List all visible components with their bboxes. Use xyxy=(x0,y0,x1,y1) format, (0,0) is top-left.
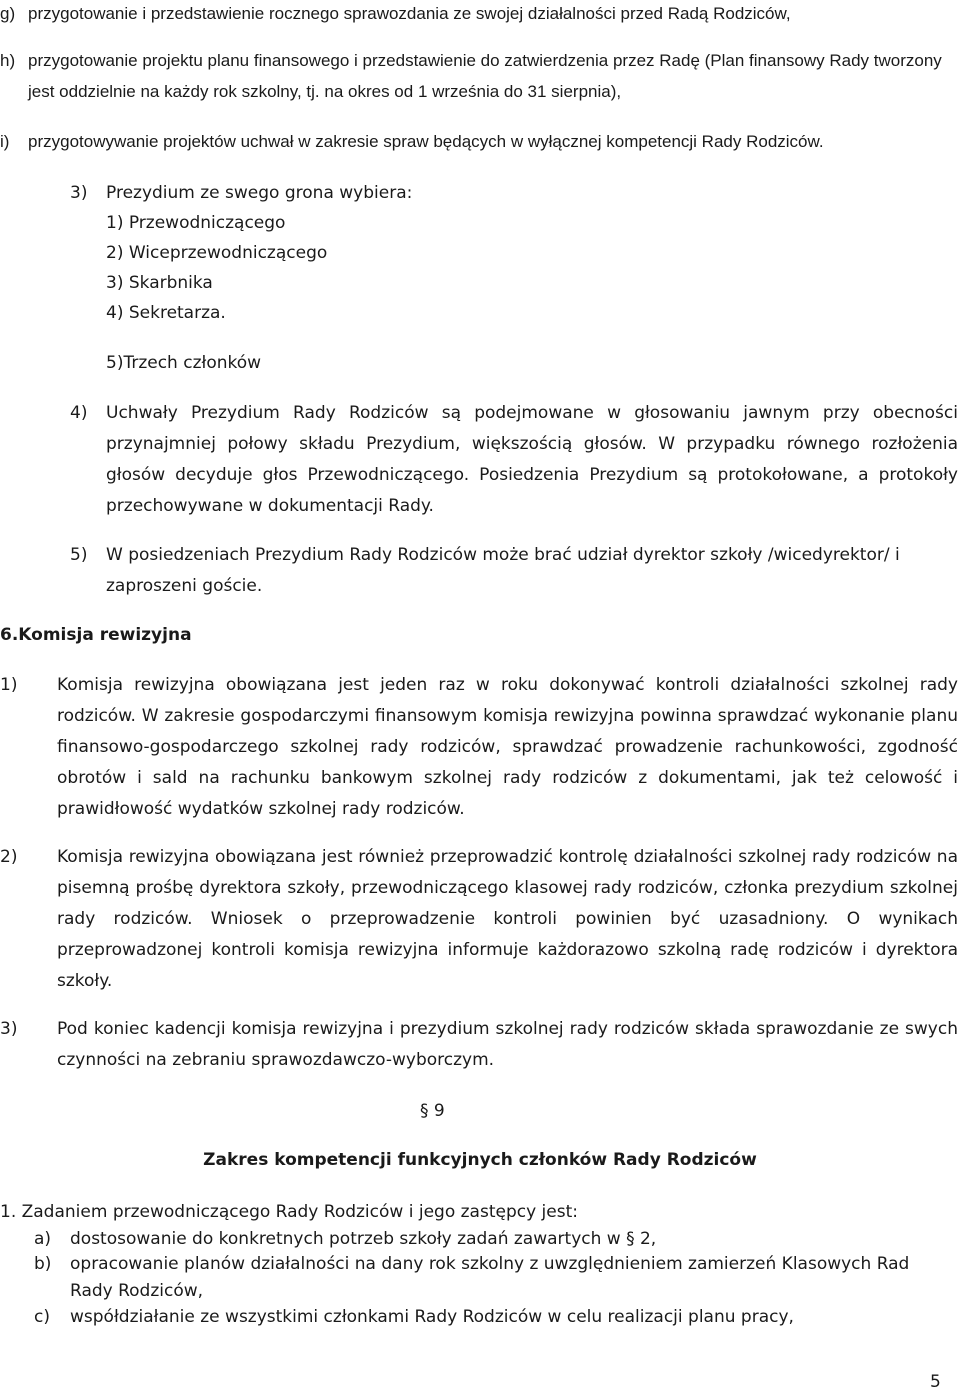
list-item-label: b) xyxy=(34,1254,52,1274)
list-item-g xyxy=(0,0,958,29)
audit-item xyxy=(0,842,958,997)
paragraph-mark: § 9 xyxy=(420,1101,445,1121)
presidium-composition xyxy=(70,178,930,209)
section-title: Zakres kompetencji funkcyjnych członków Rady Rodziców xyxy=(203,1150,757,1170)
presidium-meetings xyxy=(70,540,958,602)
list-item-label: 3) xyxy=(0,1019,18,1039)
list-item-label: 2) xyxy=(0,847,18,867)
list-item-label: 5) xyxy=(70,545,88,565)
list-item-text: przygotowywanie projektów uchwał w zakresie spraw będących w wyłącznej kompetencji Rady Rodziców. xyxy=(28,132,824,151)
list-item-text: Komisja rewizyjna obowiązana jest również przeprowadzić kontrolę działalności szkolnej rady rodziców na pisemną prośbę dyrektora szkoły, przewodniczącego klasowej rady rodziców, członka prezydium szkolnej rady rodziców. Wniosek o przeprowadzenie kontroli powinien być uzasadniony. O wynikach przeprowadzonej kontroli komisja rewizyjna informuje każdorazowo szkolną radę rodziców i dyrektora szkoły. xyxy=(57,847,958,991)
list-item-label: 3) xyxy=(70,183,88,203)
list-item-label: h) xyxy=(0,51,16,70)
list-item-label: a) xyxy=(34,1229,52,1249)
list-item-text: W posiedzeniach Prezydium Rady Rodziców może brać udział dyrektor szkoły /wicedyrektor/ i zaproszeni goście. xyxy=(106,545,900,596)
list-item-label: c) xyxy=(34,1307,50,1327)
page-number: 5 xyxy=(930,1372,941,1392)
audit-item xyxy=(0,1014,958,1076)
list-item-text: przygotowanie projektu planu finansowego i przedstawienie do zatwierdzenia przez Radę (Plan finansowy Rady tworzony jest oddzielnie na każdy rok szkolny, tj. na okres od 1 września do 31 sierpnia), xyxy=(28,51,942,101)
list-item-label: 4) xyxy=(70,403,88,423)
section-heading: 6.Komisja rewizyjna xyxy=(0,625,192,645)
presidium-role: 4) Sekretarza. xyxy=(106,303,226,323)
presidium-intro: Prezydium ze swego grona wybiera: xyxy=(106,183,413,203)
list-item-label: g) xyxy=(0,4,16,23)
list-item-h xyxy=(0,45,958,107)
list-item-text: dostosowanie do konkretnych potrzeb szkoły zadań zawartych w § 2, xyxy=(70,1229,657,1249)
chairman-item-c xyxy=(34,1302,954,1333)
list-item-text: przygotowanie i przedstawienie rocznego sprawozdania ze swojej działalności przed Radą Rodziców, xyxy=(28,4,791,23)
list-item-text: Uchwały Prezydium Rady Rodziców są podejmowane w głosowaniu jawnym przy obecności przynajmniej połowy składu Prezydium, większością głosów. W przypadku równego rozłożenia głosów decyduje głos Przewodniczącego. Posiedzenia Prezydium są protokołowane, a protokoły przechowywane w dokumentacji Rady. xyxy=(106,403,958,516)
list-item-text: Pod koniec kadencji komisja rewizyjna i prezydium szkolnej rady rodziców składa sprawozdanie ze swych czynności na zebraniu sprawozdawczo-wyborczym. xyxy=(57,1019,958,1070)
chairman-intro: 1. Zadaniem przewodniczącego Rady Rodziców i jego zastępcy jest: xyxy=(0,1202,578,1222)
list-item-label: i) xyxy=(0,132,10,151)
presidium-role: 3) Skarbnika xyxy=(106,273,213,293)
audit-item xyxy=(0,670,958,825)
presidium-resolutions xyxy=(70,398,958,522)
presidium-role: 2) Wiceprzewodniczącego xyxy=(106,243,328,263)
chairman-item-b xyxy=(34,1251,954,1305)
presidium-extra: 5)Trzech członków xyxy=(106,353,262,373)
list-item-i xyxy=(0,126,958,157)
list-item-label: 1) xyxy=(0,675,18,695)
list-item-text: Komisja rewizyjna obowiązana jest jeden raz w roku dokonywać kontroli działalności szkolnej rady rodziców. W zakresie gospodarczymi finansowym komisja rewizyjna powinna sprawdzać wykonanie planu finansowo-gospodarczego szkolnej rady rodziców, sprawdzać prowadzenie rachunkowości, zgodność obrotów i sald na rachunku bankowym szkolnej rady rodziców z dokumentami, jak też celowość i prawidłowość wydatków szkolnej rady rodziców. xyxy=(57,675,958,819)
presidium-role: 1) Przewodniczącego xyxy=(106,213,286,233)
list-item-text: współdziałanie ze wszystkimi członkami Rady Rodziców w celu realizacji planu pracy, xyxy=(70,1307,794,1327)
list-item-text: opracowanie planów działalności na dany rok szkolny z uwzględnieniem zamierzeń Klasowych Rad Rady Rodziców, xyxy=(70,1254,910,1301)
